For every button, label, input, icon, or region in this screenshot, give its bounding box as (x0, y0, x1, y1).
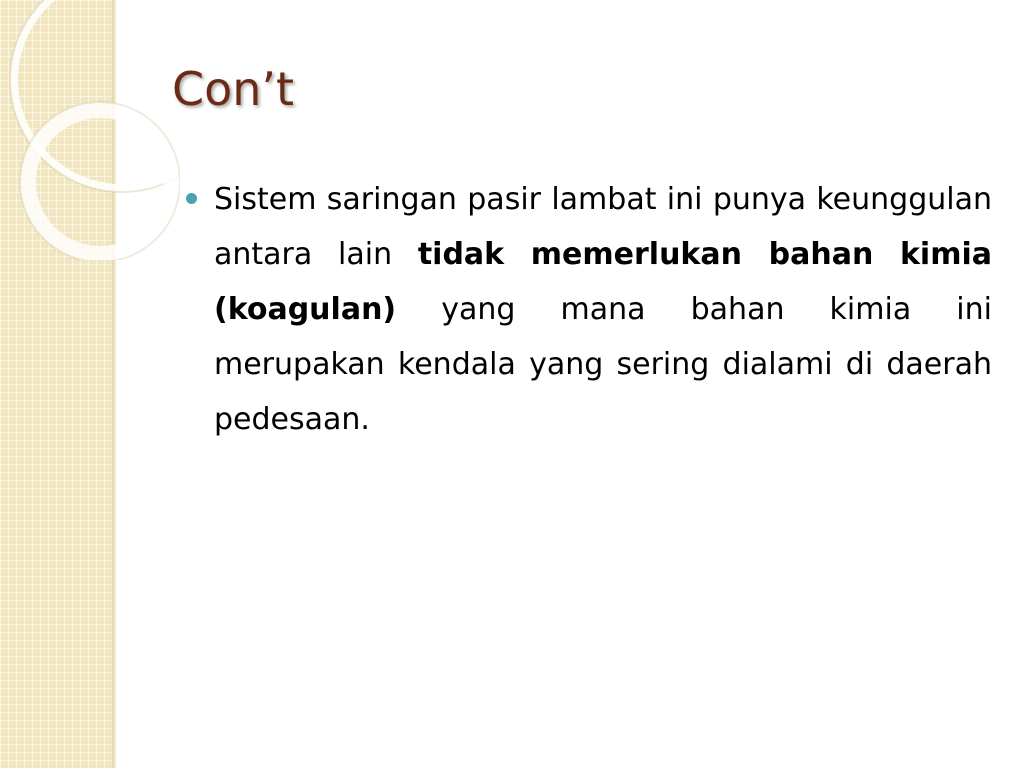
decorative-rings (0, 0, 180, 260)
bullet-dot-icon (186, 193, 197, 204)
bullet-text-regular-2: yang mana bahan kimia ini merupakan kendala yang sering dialami di daerah pedesaan. (214, 292, 992, 437)
bullet-text-regular-1: Sistem saringan pasir lambat ini punya keunggulan antara lain (214, 182, 992, 272)
bullet-text (214, 182, 992, 437)
bullet-list (186, 172, 992, 447)
slide-title: Con’t (172, 62, 295, 116)
bullet-item (186, 172, 992, 447)
bullet-text-bold: tidak memerlukan bahan kimia (koagulan) (214, 237, 992, 327)
